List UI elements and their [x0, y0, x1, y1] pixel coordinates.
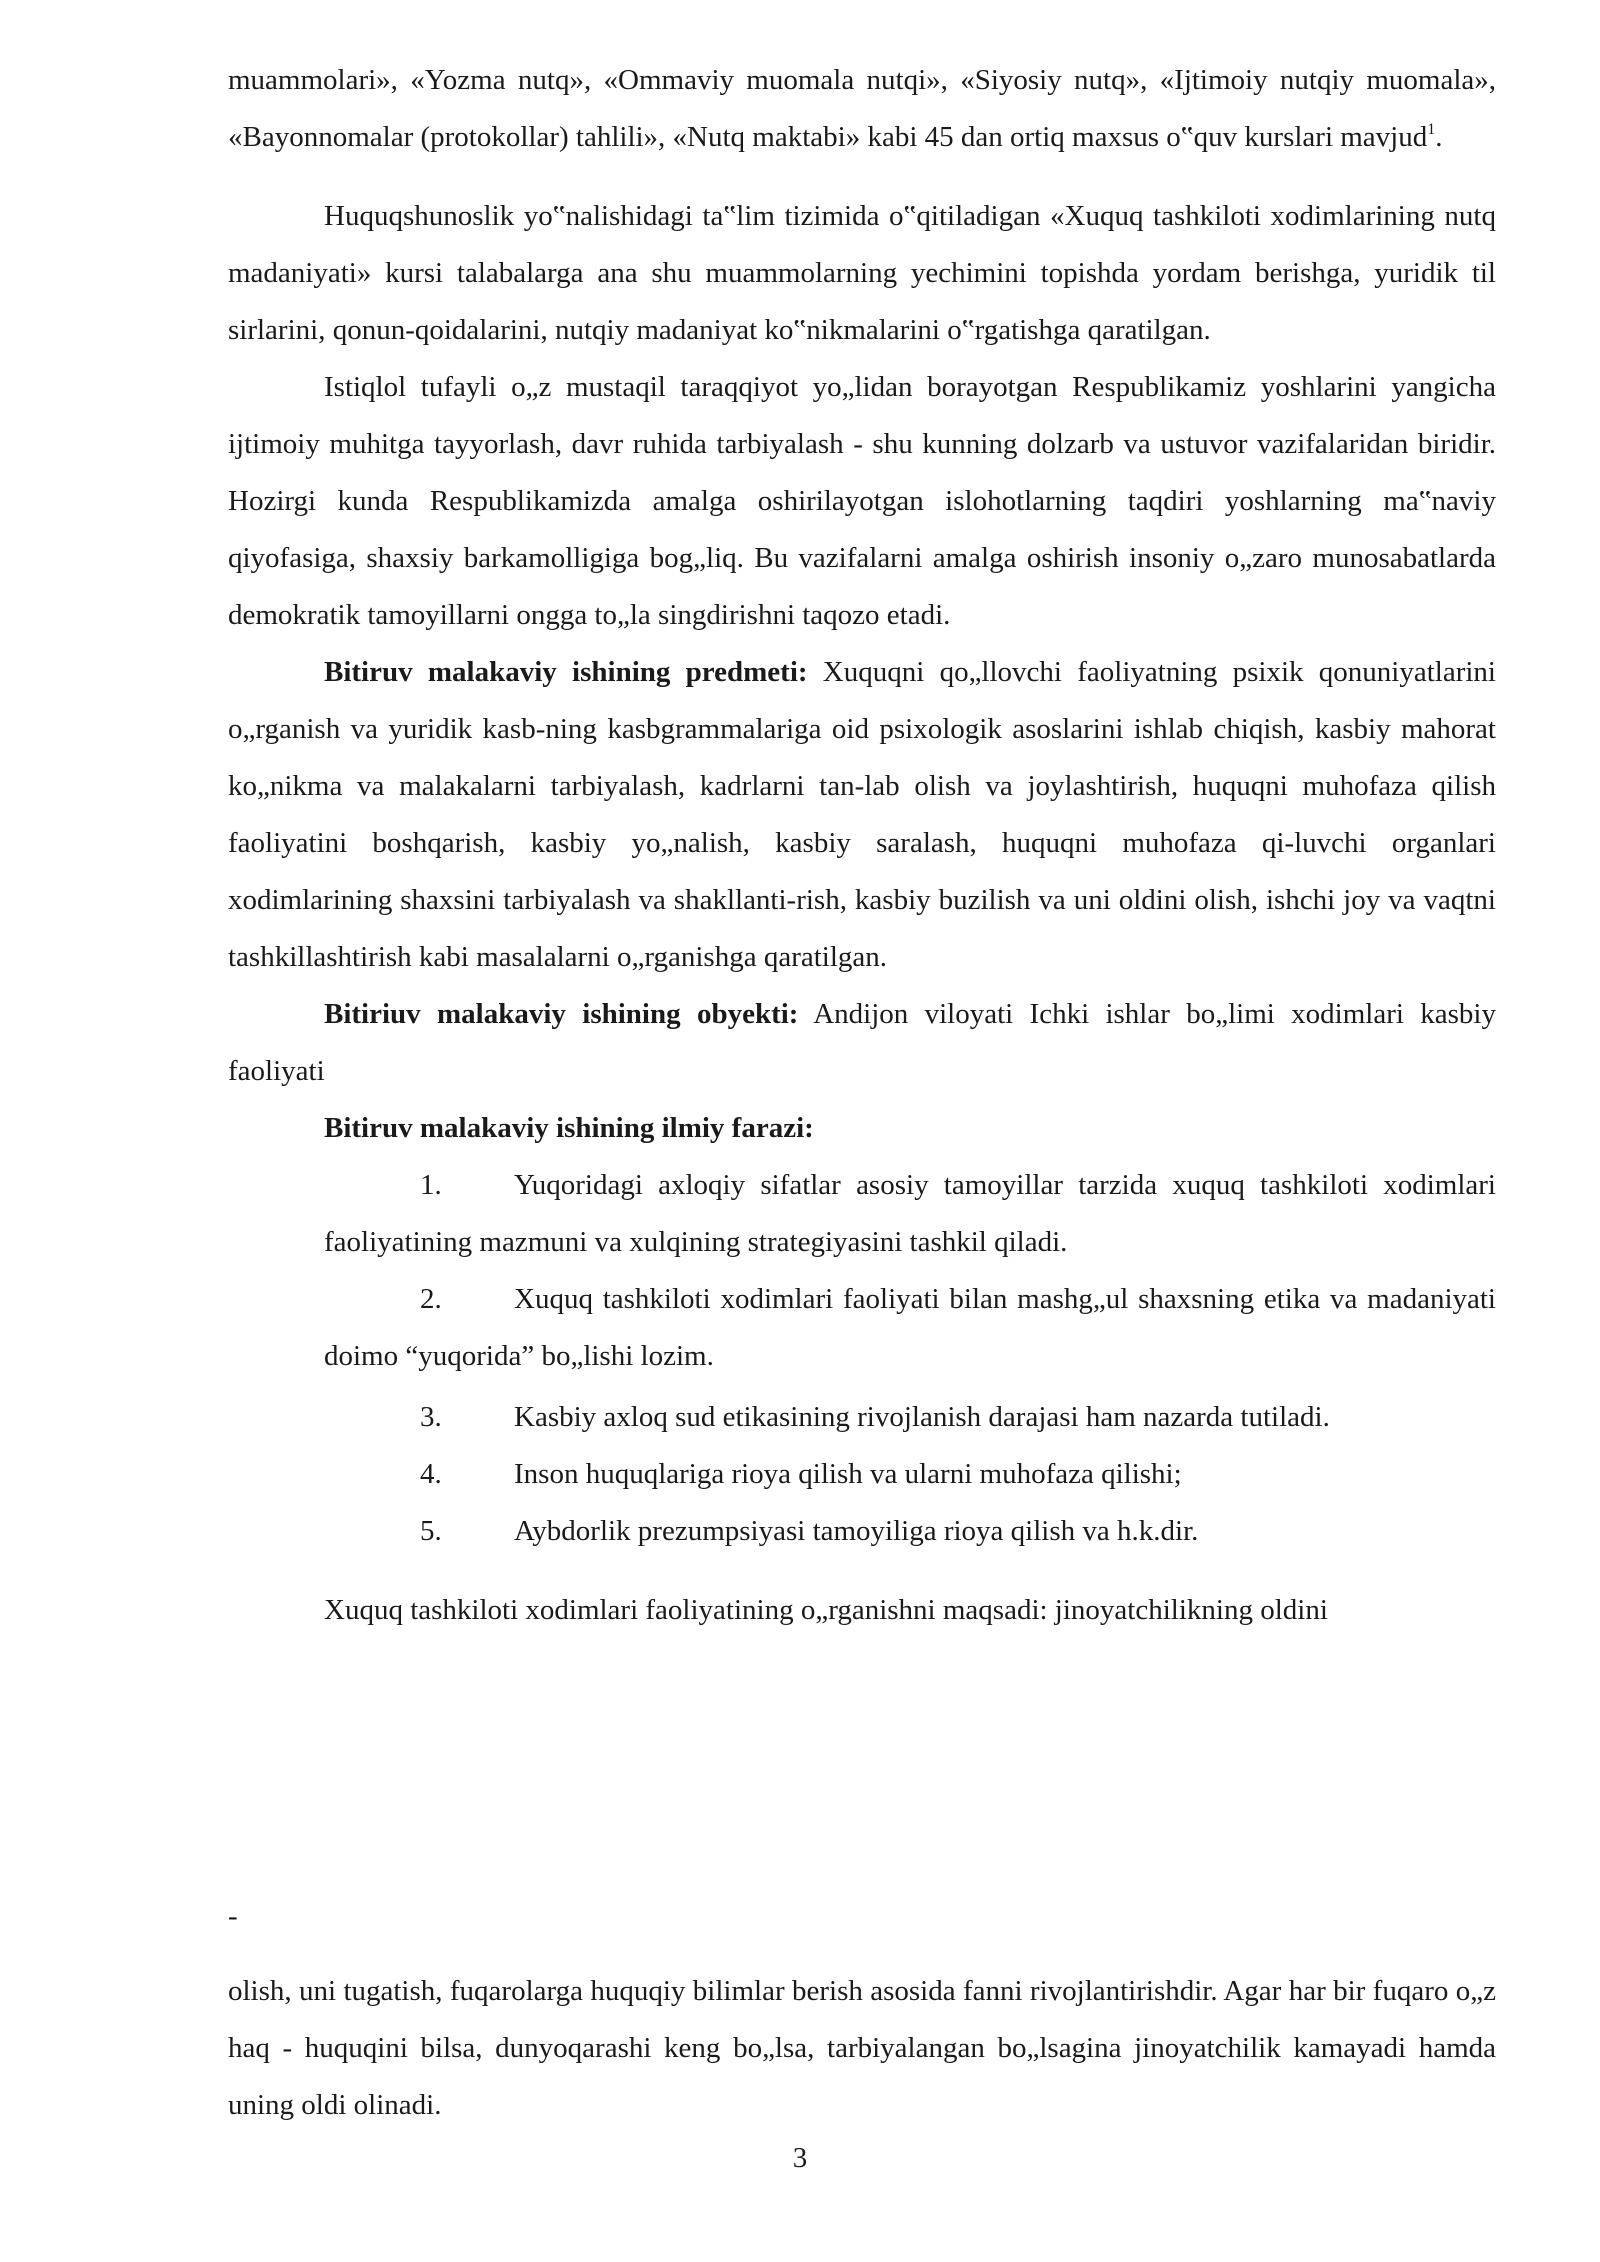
paragraph-goal: Xuquq tashkiloti xodimlari faoliyatining o„rganishni maqsadi: jinoyatchilikning oldini	[324, 1594, 1328, 1626]
stray-dash: -	[228, 1900, 238, 1932]
list-item-number: 3.	[420, 1401, 442, 1433]
hypothesis-heading	[228, 1100, 1496, 1157]
hypothesis-list	[324, 1157, 1496, 1560]
object-label: Bitiriuv malakaviy ishining obyekti:	[324, 998, 799, 1030]
paragraph-subject	[228, 644, 1496, 986]
list-item	[324, 1389, 1496, 1446]
list-item-number: 2.	[420, 1283, 442, 1315]
subject-text: Xuquqni qo„llovchi faoliyatning psixik qonuniyatlarini o„rganish va yuridik kasb-ning kasbgrammalariga oid psixologik asoslarini ishlab chiqish, kasbiy mahorat ko„nikma va malakalarni tarbiyalash, kadrlarni tan-lab olish va joylashtirish, huquqni muhofaza qilish faoliyatini boshqarish, kasbiy yo„nalish, kasbiy saralash, huquqni muhofaza qi-luvchi organlari xodimlarining shaxsini tarbiyalash va shakllanti-rish, kasbiy buzilish va uni oldini olish, ishchi joy va vaqtni tashkillashtirish kabi masalalarni o„rganishga qaratilgan.	[228, 656, 1496, 973]
hypothesis-label: Bitiruv malakaviy ishining ilmiy farazi:	[324, 1112, 814, 1144]
list-item	[324, 1503, 1496, 1560]
footnote-marker: 1	[1427, 121, 1436, 138]
list-item-number: 5.	[420, 1515, 442, 1547]
list-item	[324, 1446, 1496, 1503]
list-item-text: Kasbiy axloq sud etikasining rivojlanish darajasi ham nazarda tutiladi.	[514, 1401, 1330, 1433]
list-item-text: Aybdorlik prezumpsiyasi tamoyiliga rioya qilish va h.k.dir.	[514, 1515, 1199, 1547]
paragraph-goal-continued: olish, uni tugatish, fuqarolarga huquqiy bilimlar berish asosida fanni rivojlantirishdir. Agar har bir fuqaro o„z haq - huquqini bilsa, dunyoqarashi keng bo„lsa, tarbiyalangan bo„lsagina jinoyatchilik kamayadi hamda uning oldi olinadi.	[228, 1975, 1496, 2121]
list-item-text: Xuquq tashkiloti xodimlari faoliyati bilan mashg„ul shaxsning etika va madaniyati doimo “yuqorida” bo„lishi lozim.	[324, 1283, 1496, 1372]
page-body	[228, 52, 1496, 1639]
list-item	[324, 1271, 1496, 1385]
paragraph-courses-end: .	[1435, 121, 1443, 153]
list-item-text: Inson huquqlariga rioya qilish va ularni muhofaza qilishi;	[514, 1458, 1182, 1490]
list-item	[324, 1157, 1496, 1271]
paragraph-independence: Istiqlol tufayli o„z mustaqil taraqqiyot yo„lidan borayotgan Respublikamiz yoshlarini yangicha ijtimoiy muhitga tayyorlash, davr ruhida tarbiyalash - shu kunning dolzarb va ustuvor vazifalaridan biridir. Hozirgi kunda Respublikamizda amalga oshirilayotgan islohotlarning taqdiri yoshlarning ma‟naviy qiyofasiga, shaxsiy barkamolligiga bog„liq. Bu vazifalarni amalga oshirish insoniy o„zaro munosabatlarda demokratik tamoyillarni ongga to„la singdirishni taqozo etadi.	[228, 371, 1496, 631]
page-number: 3	[792, 2142, 808, 2174]
list-item-number: 1.	[420, 1169, 442, 1201]
paragraph-courses	[228, 52, 1496, 166]
list-item-text: Yuqoridagi axloqiy sifatlar asosiy tamoyillar tarzida xuquq tashkiloti xodimlari faoliyatining mazmuni va xulqining strategiyasini tashkil qiladi.	[324, 1169, 1496, 1258]
paragraph-courses-text: muammolari», «Yozma nutq», «Ommaviy muomala nutqi», «Siyosiy nutq», «Ijtimoiy nutqiy muomala», «Bayonnomalar (protokollar) tahlili», «Nutq maktabi» kabi 45 dan ortiq maxsus o‟quv kurslari mavjud	[228, 64, 1496, 153]
subject-label: Bitiruv malakaviy ishining predmeti:	[324, 656, 808, 688]
list-item-number: 4.	[420, 1458, 442, 1490]
object-text: Andijon viloyati Ichki ishlar bo„limi xodimlari kasbiy faoliyati	[228, 998, 1496, 1087]
paragraph-law-course: Huquqshunoslik yo‟nalishidagi ta‟lim tizimida o‟qitiladigan «Xuquq tashkiloti xodimlarining nutq madaniyati» kursi talabalarga ana shu muammolarning yechimini topishda yordam berishga, yuridik til sirlarini, qonun-qoidalarini, nutqiy madaniyat ko‟nikmalarini o‟rgatishga qaratilgan.	[228, 200, 1496, 346]
paragraph-object	[228, 986, 1496, 1100]
